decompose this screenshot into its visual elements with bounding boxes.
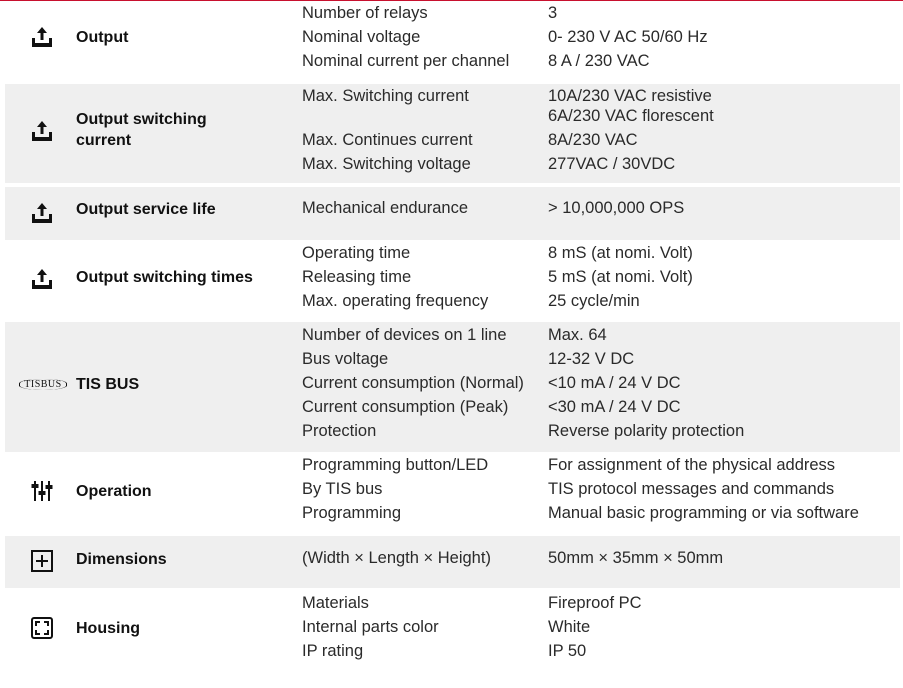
param-value: 3 (548, 4, 558, 22)
section-title: Output switching times (76, 269, 253, 286)
upload-tray-icon (25, 198, 59, 228)
param-value: <10 mA / 24 V DC (548, 373, 681, 392)
param-label: Mechanical endurance (302, 199, 469, 217)
param-value: 25 cycle/min (548, 291, 640, 310)
param-value: 8A/230 VAC (548, 130, 638, 149)
param-label-spacer (302, 109, 473, 129)
value-list (548, 242, 693, 314)
param-value: 50mm × 35mm × 50mm (548, 549, 724, 567)
param-list (302, 197, 468, 221)
upload-tray-icon (25, 116, 59, 146)
dimensions-plus-box-icon (25, 546, 59, 576)
value-list (548, 547, 723, 571)
spec-row-housing (5, 590, 900, 666)
param-value: TIS protocol messages and commands (548, 479, 835, 498)
param-label: Programming button/LED (302, 456, 489, 474)
param-label: Max. operating frequency (302, 291, 489, 310)
param-value: 0- 230 V AC 50/60 Hz (548, 27, 708, 46)
param-label: Nominal current per channel (302, 51, 510, 70)
param-value: 8 mS (at nomi. Volt) (548, 244, 693, 262)
spec-row-dimensions (5, 536, 900, 588)
section-title: Operation (76, 483, 152, 500)
param-label: Number of relays (302, 4, 428, 22)
param-label: By TIS bus (302, 479, 383, 498)
spec-row-output-switching-current (5, 84, 900, 183)
param-label: Internal parts color (302, 617, 439, 636)
section-title-line: current (76, 132, 132, 149)
value-list (548, 592, 642, 664)
section-title: Housing (76, 620, 140, 637)
param-label: Max. Switching voltage (302, 154, 471, 173)
param-label: Materials (302, 594, 369, 612)
param-value: 10A/230 VAC resistive (548, 87, 712, 105)
param-label: Current consumption (Normal) (302, 373, 524, 392)
section-title: Dimensions (76, 551, 167, 568)
param-value: 12-32 V DC (548, 349, 635, 368)
param-value: Manual basic programming or via software (548, 503, 859, 522)
param-value: 8 A / 230 VAC (548, 51, 650, 70)
param-value: > 10,000,000 OPS (548, 199, 685, 217)
param-label: Nominal voltage (302, 27, 421, 46)
param-value: 277VAC / 30VDC (548, 154, 676, 173)
param-value: 5 mS (at nomi. Volt) (548, 267, 693, 286)
param-value: IP 50 (548, 641, 587, 660)
section-title-line: Output switching (76, 111, 207, 128)
param-label: IP rating (302, 641, 364, 660)
upload-tray-icon (25, 22, 59, 52)
spec-row-output (5, 0, 900, 76)
section-title: TIS BUS (76, 376, 140, 393)
section-title: Output (76, 29, 129, 46)
value-list (548, 85, 714, 177)
param-list (302, 547, 491, 571)
param-value: For assignment of the physical address (548, 456, 836, 474)
tis-bus-logo-icon (15, 369, 71, 399)
param-list (302, 242, 488, 314)
section-title: Output service life (76, 201, 216, 218)
param-value: Reverse polarity protection (548, 421, 745, 440)
value-list (548, 2, 708, 74)
param-label: Releasing time (302, 267, 412, 286)
tis-bus-logo-text: TISBUS (19, 379, 66, 390)
param-value: Max. 64 (548, 326, 607, 344)
param-value: White (548, 617, 591, 636)
section-title (76, 109, 298, 151)
param-label: Max. Switching current (302, 87, 469, 105)
housing-frame-icon (25, 613, 59, 643)
param-list (302, 2, 509, 74)
param-list (302, 592, 439, 664)
spec-row-output-switching-times (5, 242, 900, 318)
param-label: Programming (302, 503, 402, 522)
param-label: Protection (302, 421, 377, 440)
value-list (548, 197, 684, 221)
upload-tray-icon (25, 264, 59, 294)
param-list (302, 324, 524, 443)
param-label: Current consumption (Peak) (302, 397, 509, 416)
spec-row-operation (5, 454, 900, 532)
param-value: 6A/230 VAC florescent (548, 107, 714, 125)
spec-row-output-service-life (5, 187, 900, 240)
value-list (548, 454, 859, 526)
param-label: Number of devices on 1 line (302, 326, 507, 344)
param-label: (Width × Length × Height) (302, 549, 491, 567)
spec-row-tis-bus (5, 322, 900, 452)
param-label: Bus voltage (302, 349, 389, 368)
sliders-icon (25, 476, 59, 506)
param-value: <30 mA / 24 V DC (548, 397, 681, 416)
param-list (302, 454, 488, 526)
param-list (302, 85, 473, 177)
param-label: Operating time (302, 244, 411, 262)
param-label: Max. Continues current (302, 130, 473, 149)
value-list (548, 324, 744, 443)
param-value: Fireproof PC (548, 594, 642, 612)
